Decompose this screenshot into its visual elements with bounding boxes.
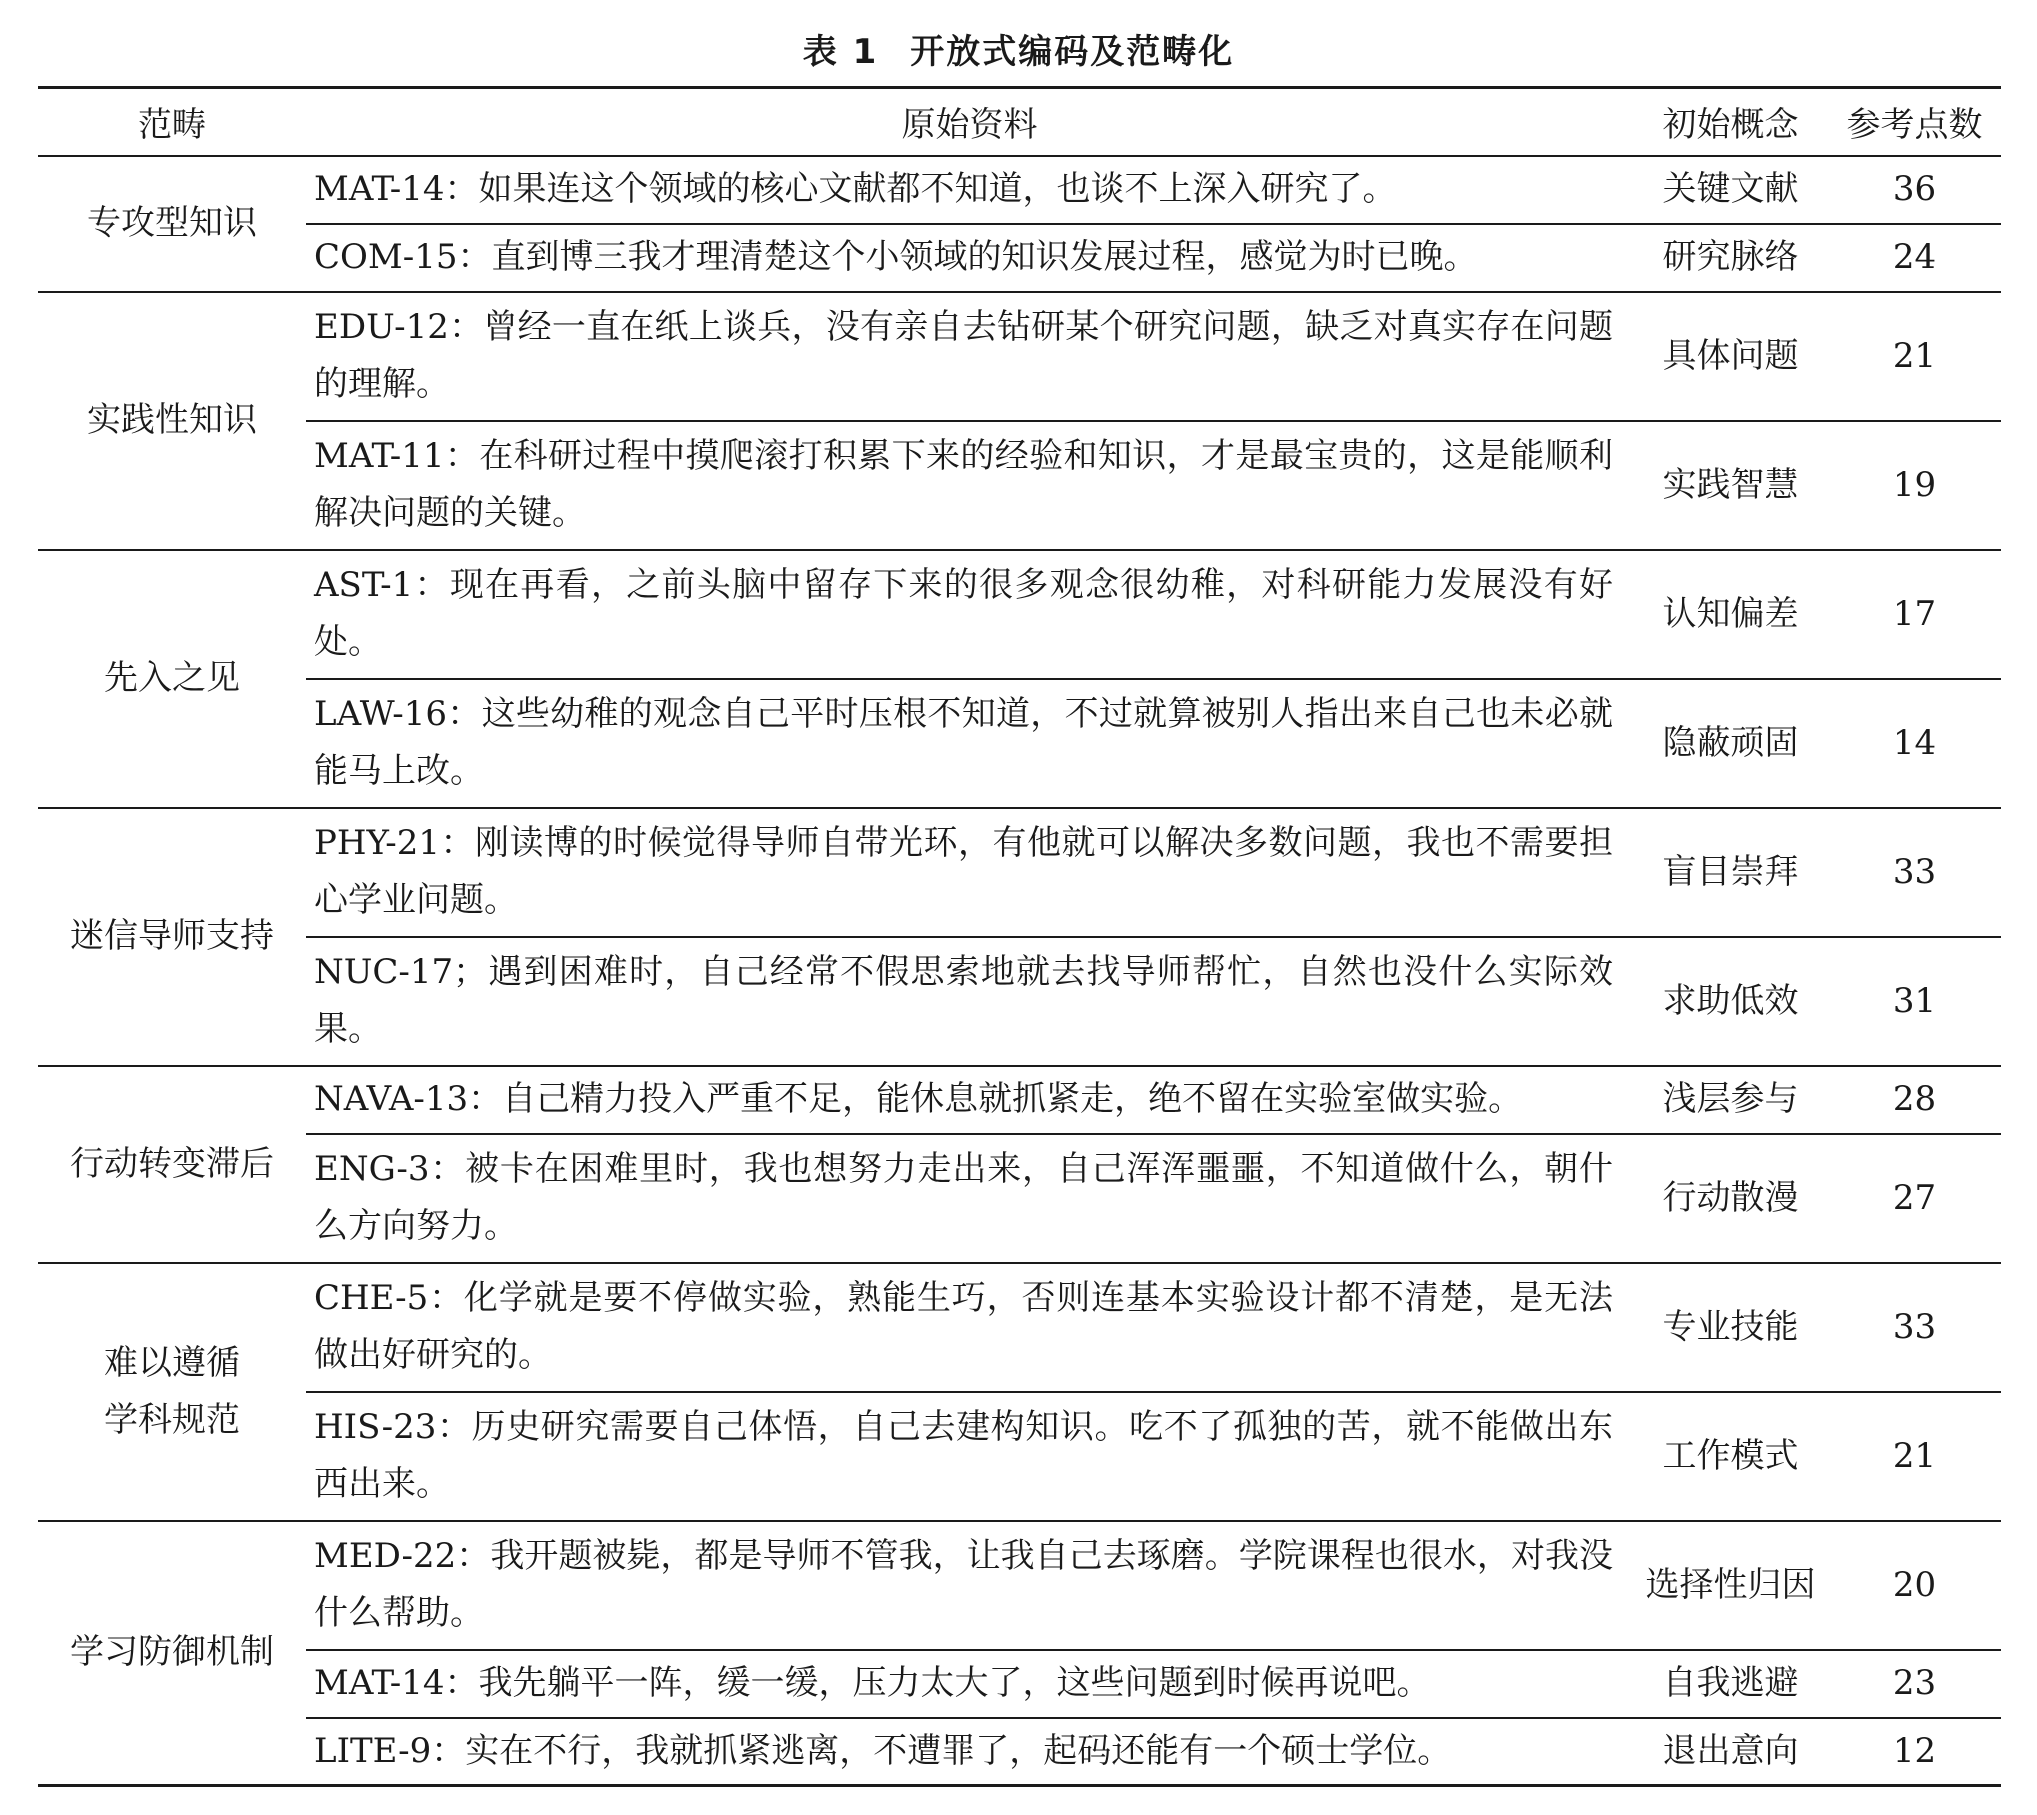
source-cell: MAT-14：我先躺平一阵，缓一缓，压力太大了，这些问题到时候再说吧。 xyxy=(306,1650,1633,1718)
concept-cell: 研究脉络 xyxy=(1633,224,1828,292)
concept-cell: 隐蔽顽固 xyxy=(1633,679,1828,808)
concept-cell: 实践智慧 xyxy=(1633,421,1828,550)
count-cell: 21 xyxy=(1828,1392,2001,1521)
count-cell: 24 xyxy=(1828,224,2001,292)
category-cell: 先入之见 xyxy=(38,550,306,808)
table-row xyxy=(38,808,2001,937)
concept-cell: 浅层参与 xyxy=(1633,1066,1828,1134)
table-row xyxy=(38,1521,2001,1650)
table-row xyxy=(38,1718,2001,1786)
count-cell: 23 xyxy=(1828,1650,2001,1718)
category-line: 学科规范 xyxy=(104,1399,240,1440)
count-cell: 14 xyxy=(1828,679,2001,808)
count-cell: 28 xyxy=(1828,1066,2001,1134)
concept-cell: 专业技能 xyxy=(1633,1263,1828,1392)
category-cell: 行动转变滞后 xyxy=(38,1066,306,1263)
concept-cell: 关键文献 xyxy=(1633,156,1828,224)
category-cell xyxy=(38,1263,306,1521)
count-cell: 31 xyxy=(1828,937,2001,1066)
source-cell: LITE-9：实在不行，我就抓紧逃离，不遭罪了，起码还能有一个硕士学位。 xyxy=(306,1718,1633,1786)
source-cell: MED-22：我开题被毙，都是导师不管我，让我自己去琢磨。学院课程也很水，对我没什么帮助。 xyxy=(306,1521,1633,1650)
table-row xyxy=(38,156,2001,224)
table-row xyxy=(38,1392,2001,1521)
source-cell: HIS-23：历史研究需要自己体悟，自己去建构知识。吃不了孤独的苦，就不能做出东西出来。 xyxy=(306,1392,1633,1521)
concept-cell: 工作模式 xyxy=(1633,1392,1828,1521)
table-row xyxy=(38,679,2001,808)
source-cell: COM-15：直到博三我才理清楚这个小领域的知识发展过程，感觉为时已晚。 xyxy=(306,224,1633,292)
source-cell: PHY-21：刚读博的时候觉得导师自带光环，有他就可以解决多数问题，我也不需要担心学业问题。 xyxy=(306,808,1633,937)
source-cell: NAVA-13：自己精力投入严重不足，能休息就抓紧走，绝不留在实验室做实验。 xyxy=(306,1066,1633,1134)
count-cell: 19 xyxy=(1828,421,2001,550)
table-row xyxy=(38,1650,2001,1718)
header-source: 原始资料 xyxy=(306,88,1633,156)
header-count: 参考点数 xyxy=(1828,88,2001,156)
concept-cell: 求助低效 xyxy=(1633,937,1828,1066)
source-cell: NUC-17；遇到困难时，自己经常不假思索地就去找导师帮忙，自然也没什么实际效果。 xyxy=(306,937,1633,1066)
table-row xyxy=(38,224,2001,292)
table-row xyxy=(38,1134,2001,1263)
count-cell: 12 xyxy=(1828,1718,2001,1786)
table-caption xyxy=(0,22,2037,82)
table-row xyxy=(38,937,2001,1066)
coding-table xyxy=(38,86,2001,1787)
count-cell: 17 xyxy=(1828,550,2001,679)
concept-cell: 选择性归因 xyxy=(1633,1521,1828,1650)
count-cell: 33 xyxy=(1828,1263,2001,1392)
header-row xyxy=(38,88,2001,156)
table-row xyxy=(38,550,2001,679)
count-cell: 21 xyxy=(1828,292,2001,421)
concept-cell: 具体问题 xyxy=(1633,292,1828,421)
category-cell: 学习防御机制 xyxy=(38,1521,306,1786)
count-cell: 27 xyxy=(1828,1134,2001,1263)
concept-cell: 认知偏差 xyxy=(1633,550,1828,679)
header-concept: 初始概念 xyxy=(1633,88,1828,156)
concept-cell: 自我逃避 xyxy=(1633,1650,1828,1718)
source-cell: ENG-3：被卡在困难里时，我也想努力走出来，自己浑浑噩噩，不知道做什么，朝什么方向努力。 xyxy=(306,1134,1633,1263)
table-title: 开放式编码及范畴化 xyxy=(910,32,1235,72)
table-row xyxy=(38,1263,2001,1392)
count-cell: 36 xyxy=(1828,156,2001,224)
source-cell: AST-1：现在再看，之前头脑中留存下来的很多观念很幼稚，对科研能力发展没有好处。 xyxy=(306,550,1633,679)
category-cell: 实践性知识 xyxy=(38,292,306,550)
source-cell: CHE-5：化学就是要不停做实验，熟能生巧，否则连基本实验设计都不清楚，是无法做出好研究的。 xyxy=(306,1263,1633,1392)
source-cell: LAW-16：这些幼稚的观念自己平时压根不知道，不过就算被别人指出来自己也未必就能马上改。 xyxy=(306,679,1633,808)
concept-cell: 盲目崇拜 xyxy=(1633,808,1828,937)
source-cell: MAT-14：如果连这个领域的核心文献都不知道，也谈不上深入研究了。 xyxy=(306,156,1633,224)
table-number: 表 1 xyxy=(802,32,879,72)
count-cell: 20 xyxy=(1828,1521,2001,1650)
source-cell: EDU-12：曾经一直在纸上谈兵，没有亲自去钻研某个研究问题，缺乏对真实存在问题的理解。 xyxy=(306,292,1633,421)
category-cell: 专攻型知识 xyxy=(38,156,306,292)
table-row xyxy=(38,421,2001,550)
header-category: 范畴 xyxy=(38,88,306,156)
concept-cell: 退出意向 xyxy=(1633,1718,1828,1786)
concept-cell: 行动散漫 xyxy=(1633,1134,1828,1263)
category-line: 难以遵循 xyxy=(104,1342,240,1383)
source-cell: MAT-11：在科研过程中摸爬滚打积累下来的经验和知识，才是最宝贵的，这是能顺利解决问题的关键。 xyxy=(306,421,1633,550)
count-cell: 33 xyxy=(1828,808,2001,937)
table-row xyxy=(38,292,2001,421)
table-row xyxy=(38,1066,2001,1134)
category-cell: 迷信导师支持 xyxy=(38,808,306,1066)
